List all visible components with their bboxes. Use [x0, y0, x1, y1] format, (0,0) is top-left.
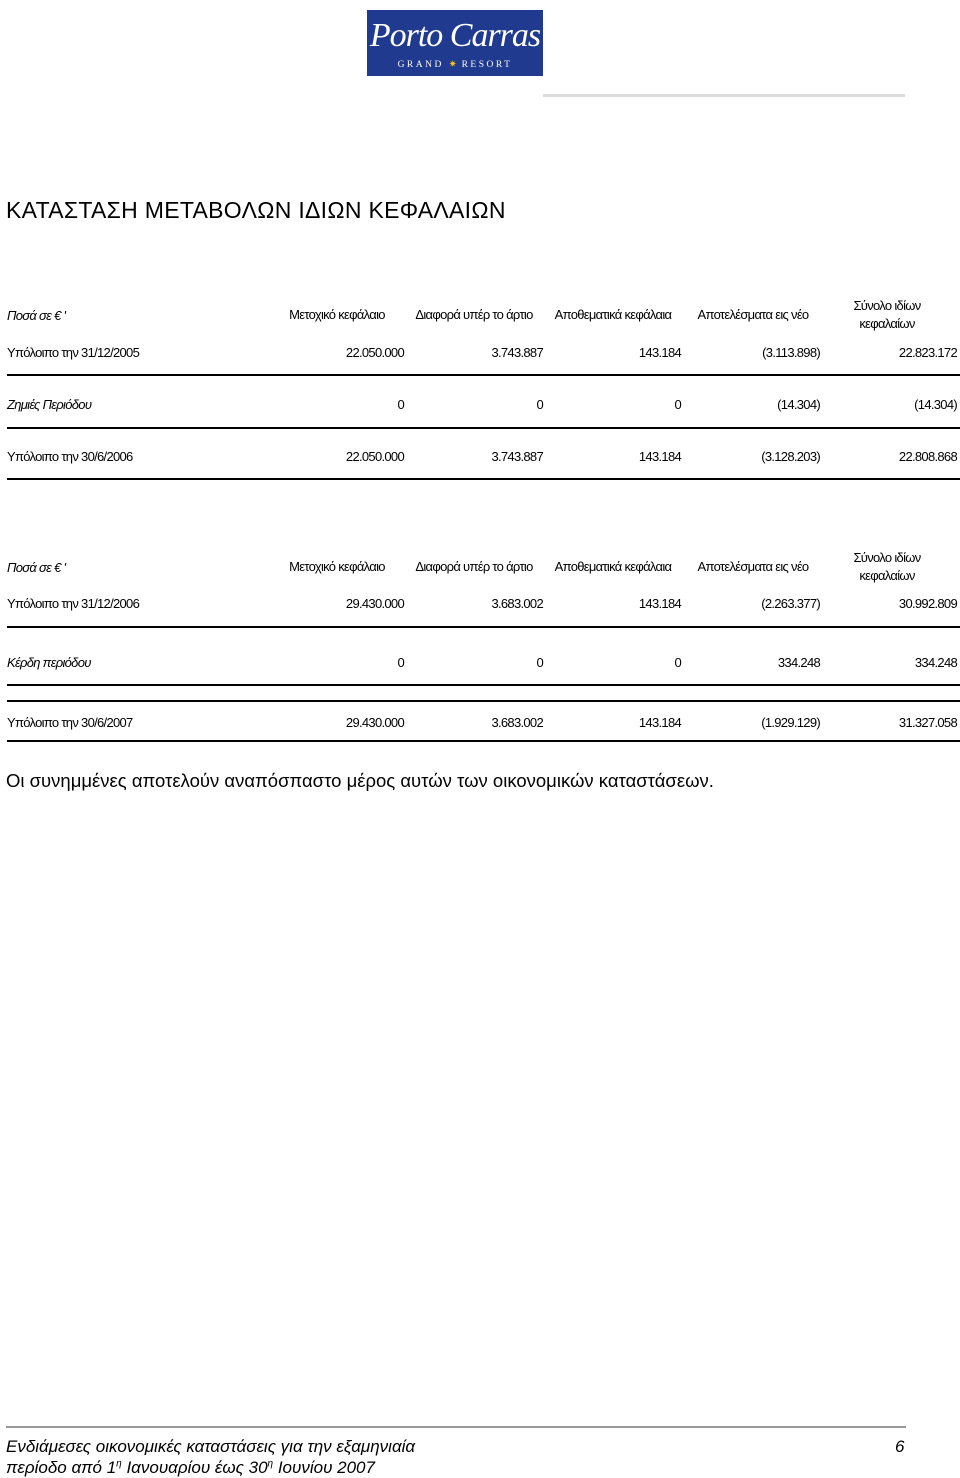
page-number: 6 — [895, 1437, 905, 1456]
cell-value: 3.683.002 — [491, 715, 543, 730]
footer-ordinal: η — [267, 1458, 274, 1470]
table-row — [0, 343, 960, 363]
logo-sub-left: GRAND — [397, 60, 444, 70]
col-share-premium: Διαφορά υπέρ το άρτιο — [415, 307, 533, 322]
cell-value: 3.743.887 — [491, 449, 543, 464]
col-share-capital: Μετοχικό κεφάλαιο — [289, 307, 385, 322]
footer-text-line1: Ενδιάμεσες οικονομικές καταστάσεις για την εξαμηνιαία — [6, 1437, 416, 1456]
cell-value: 31.327.058 — [898, 715, 957, 730]
page-title: ΚΑΤΑΣΤΑΣΗ ΜΕΤΑΒΟΛΩΝ ΙΔΙΩΝ ΚΕΦΑΛΑΙΩΝ — [6, 197, 506, 223]
cell-value: 22.823.172 — [898, 345, 957, 360]
cell-value: 334.248 — [777, 655, 820, 670]
col-retained-earnings: Αποτελέσματα εις νέο — [697, 307, 809, 322]
row-label: Κέρδη περιόδου — [7, 655, 91, 670]
cell-value: (14.304) — [777, 397, 820, 412]
cell-value: (3.113.898) — [762, 345, 820, 360]
row-divider — [7, 684, 960, 686]
table-row — [0, 395, 960, 415]
footer-period-start: περίοδο από 1 — [6, 1458, 117, 1477]
cell-value: 29.430.000 — [345, 596, 404, 611]
row-label: Υπόλοιπο την 30/6/2006 — [7, 449, 133, 464]
col-retained-earnings: Αποτελέσματα εις νέο — [697, 559, 809, 574]
header-rule — [543, 94, 905, 97]
table-row — [0, 447, 960, 467]
row-divider — [7, 374, 960, 376]
logo-sub-right: RESORT — [461, 60, 513, 70]
cell-value: 29.430.000 — [345, 715, 404, 730]
cell-value: 143.184 — [638, 596, 681, 611]
cell-value: 0 — [397, 655, 404, 670]
footer-text-line2 — [6, 1458, 375, 1478]
cell-value: 22.050.000 — [345, 449, 404, 464]
notes-statement: Οι συνημμένες αποτελούν αναπόσπαστο μέρος αυτών των οικονομικών καταστάσεων. — [6, 770, 714, 791]
row-label: Ζημιές Περιόδου — [7, 397, 92, 412]
table-row — [0, 653, 960, 673]
row-divider — [7, 626, 960, 628]
table-header-row — [0, 298, 960, 331]
cell-value: 30.992.809 — [898, 596, 957, 611]
table-row — [0, 594, 960, 614]
row-divider — [7, 700, 960, 702]
cell-value: 3.683.002 — [491, 596, 543, 611]
cell-value: 0 — [536, 655, 543, 670]
row-divider — [7, 427, 960, 429]
sun-icon: ✷ — [448, 60, 457, 70]
row-label: Υπόλοιπο την 30/6/2007 — [7, 715, 133, 730]
cell-value: (14.304) — [914, 397, 957, 412]
cell-value: (1.929.129) — [761, 715, 820, 730]
row-divider — [7, 740, 960, 742]
footer-rule — [6, 1426, 906, 1428]
row-divider — [7, 478, 960, 480]
logo-subtitle — [367, 59, 543, 71]
cell-value: 143.184 — [638, 345, 681, 360]
table-row — [0, 713, 960, 733]
porto-carras-logo — [367, 10, 543, 76]
col-total-equity: Σύνολο ιδίων κεφαλαίων — [853, 550, 921, 583]
cell-value: 143.184 — [638, 449, 681, 464]
currency-label: Ποσά σε € ' — [7, 560, 66, 575]
col-total-equity: Σύνολο ιδίων κεφαλαίων — [853, 298, 921, 331]
cell-value: 334.248 — [914, 655, 957, 670]
row-label: Υπόλοιπο την 31/12/2005 — [7, 345, 140, 360]
cell-value: 143.184 — [638, 715, 681, 730]
col-share-capital: Μετοχικό κεφάλαιο — [289, 559, 385, 574]
footer-period-end: Ιουνίου 2007 — [273, 1458, 375, 1477]
footer-period-mid: Ιανουαρίου έως 30 — [121, 1458, 268, 1477]
cell-value: (3.128.203) — [761, 449, 820, 464]
currency-label: Ποσά σε € ' — [7, 308, 66, 323]
cell-value: 0 — [397, 397, 404, 412]
cell-value: 0 — [674, 397, 681, 412]
cell-value: 0 — [674, 655, 681, 670]
col-reserves: Αποθεματικά κεφάλαια — [554, 559, 672, 574]
col-share-premium: Διαφορά υπέρ το άρτιο — [415, 559, 533, 574]
table-header-row — [0, 550, 960, 583]
row-label: Υπόλοιπο την 31/12/2006 — [7, 596, 140, 611]
cell-value: 0 — [536, 397, 543, 412]
cell-value: 22.808.868 — [898, 449, 957, 464]
logo-brand: Porto Carras — [369, 17, 541, 54]
col-reserves: Αποθεματικά κεφάλαια — [554, 307, 672, 322]
cell-value: (2.263.377) — [761, 596, 820, 611]
cell-value: 22.050.000 — [345, 345, 404, 360]
footer-ordinal: η — [116, 1458, 122, 1470]
cell-value: 3.743.887 — [491, 345, 543, 360]
